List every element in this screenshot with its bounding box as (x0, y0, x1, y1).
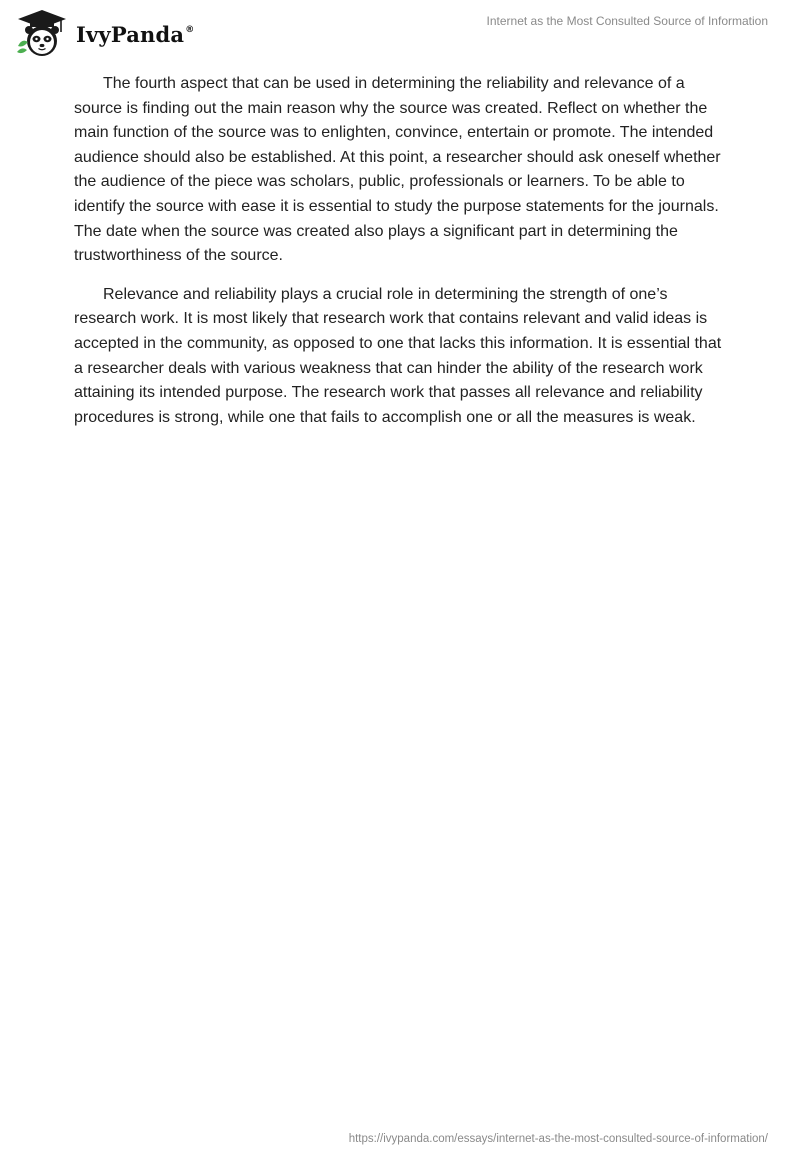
ivypanda-logo[interactable] (14, 8, 194, 58)
document-title: Internet as the Most Consulted Source of Information (486, 14, 768, 28)
brand-name-text: IvyPanda (76, 21, 185, 47)
paragraph: The fourth aspect that can be used in determining the reliability and relevance of a source is finding out the main reason why the source was created. Reflect on whether the main function of the source was to enlighten, convince, entertain or promote. The intended audience should also be established. At this point, a researcher should ask oneself whether the audience of the piece was scholars, public, professionals or learners. To be able to identify the source with ease it is essential to study the purpose statements for the journals. The date when the source was created also plays a significant part in determining the trustworthiness of the source. (74, 75, 721, 265)
paragraph: Relevance and reliability plays a crucial role in determining the strength of one’s research work. It is most likely that research work that contains relevant and valid ideas is accepted in the community, as opposed to one that lacks this information. It is essential that a researcher deals with various weakness that can hinder the ability of the research work attaining its intended purpose. The research work that passes all relevance and reliability procedures is strong, while one that fails to accomplish one or all the measures is weak. (74, 285, 722, 426)
panda-graduate-icon (14, 8, 70, 58)
registered-mark: ® (185, 24, 195, 35)
essay-body (74, 72, 734, 444)
page-header (0, 0, 800, 60)
brand-name (76, 22, 194, 47)
source-url-link[interactable]: https://ivypanda.com/essays/internet-as-the-most-consulted-source-of-information/ (348, 1133, 768, 1145)
